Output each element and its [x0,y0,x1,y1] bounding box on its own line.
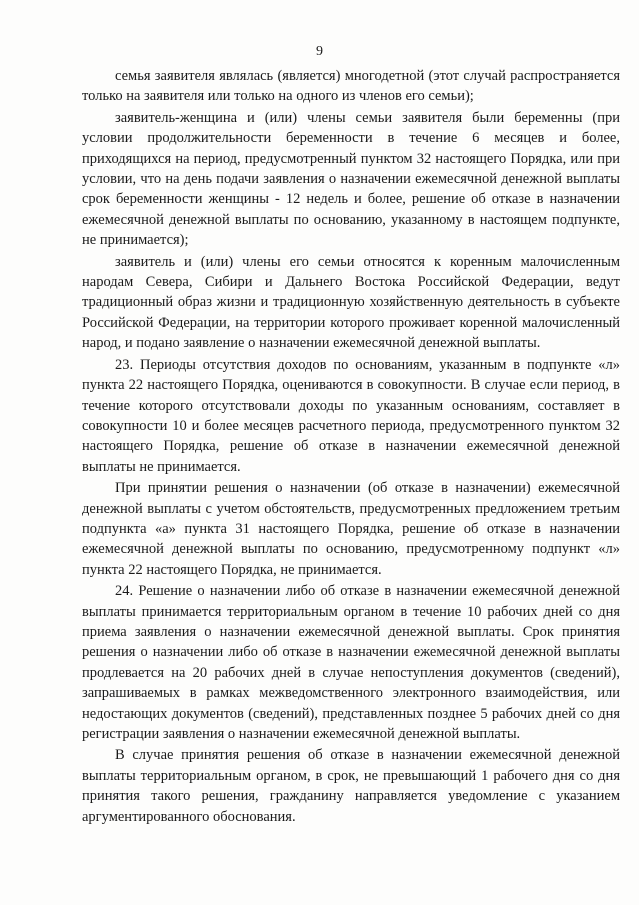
page-number: 9 [316,44,323,59]
paragraph-item-24: 24. Решение о назначении либо об отказе в назначении ежемесячной денежной выплаты принимается территориальным органом в течение 10 рабочих дней со дня приема заявления о назначении ежемесячной денежной выплаты. Срок принятия решения о назначении либо об отказе в назначении ежемесячной денежной выплаты продлевается на 20 рабочих дней в случае непоступления документов (сведений), запрашиваемых в рамках межведомственного электронного взаимодействия, или недостающих документов (сведений), представленных позднее 5 рабочих дней со дня регистрации заявления о назначении ежемесячной денежной выплаты. [82,583,620,742]
paragraph-indigenous-peoples: заявитель и (или) члены его семьи относятся к коренным малочисленным народам Севера, Сибири и Дальнего Востока Российской Федерации, ведут традиционный образ жизни и традиционную хозяйственную деятельность в субъекте Российской Федерации, на территории которого проживает коренной малочисленный народ, и подано заявление о назначении ежемесячной денежной выплаты. [82,253,620,352]
paragraph-refusal-notice: В случае принятия решения об отказе в назначении ежемесячной денежной выплаты территориальным органом, в срок, не превышающий 1 рабочего дня со дня принятия такого решения, гражданину направляется уведомление с указанием аргументированного обоснования. [82,747,620,825]
paragraph-item-23: 23. Периоды отсутствия доходов по основаниям, указанным в подпункте «л» пункта 22 настоящего Порядка, оцениваются в совокупности. В случае если период, в течение которого отсутствовали доходы по указанным основаниям, составляет в совокупности 10 и более месяцев расчетного периода, предусмотренного пунктом 32 настоящего Порядка, решение об отказе в назначении ежемесячной денежной выплаты не принимается. [82,356,620,475]
paragraph-pregnancy: заявитель-женщина и (или) члены семьи заявителя были беременны (при условии продолжительности беременности в течение 6 месяцев и более, приходящихся на период, предусмотренный пунктом 32 настоящего Порядка, или при условии, что на день подачи заявления о назначении ежемесячной денежной выплаты срок беременности женщины - 12 недель и более, решение об отказе в назначении ежемесячной денежной выплаты по основанию, указанному в настоящем подпункте, не принимается); [82,109,620,249]
paragraph-item-23-circumstances: При принятии решения о назначении (об отказе в назначении) ежемесячной денежной выплаты с учетом обстоятельств, предусмотренных предложением третьим подпункта «а» пункта 31 настоящего Порядка, решение об отказе в назначении ежемесячной денежной выплаты по основанию, предусмотренному подпункт «л» пункта 22 настоящего Порядка, не принимается. [82,480,620,578]
document-body [82,66,620,827]
paragraph-large-family: семья заявителя являлась (является) многодетной (этот случай распространяется только на заявителя или только на одного из членов его семьи); [82,68,620,105]
